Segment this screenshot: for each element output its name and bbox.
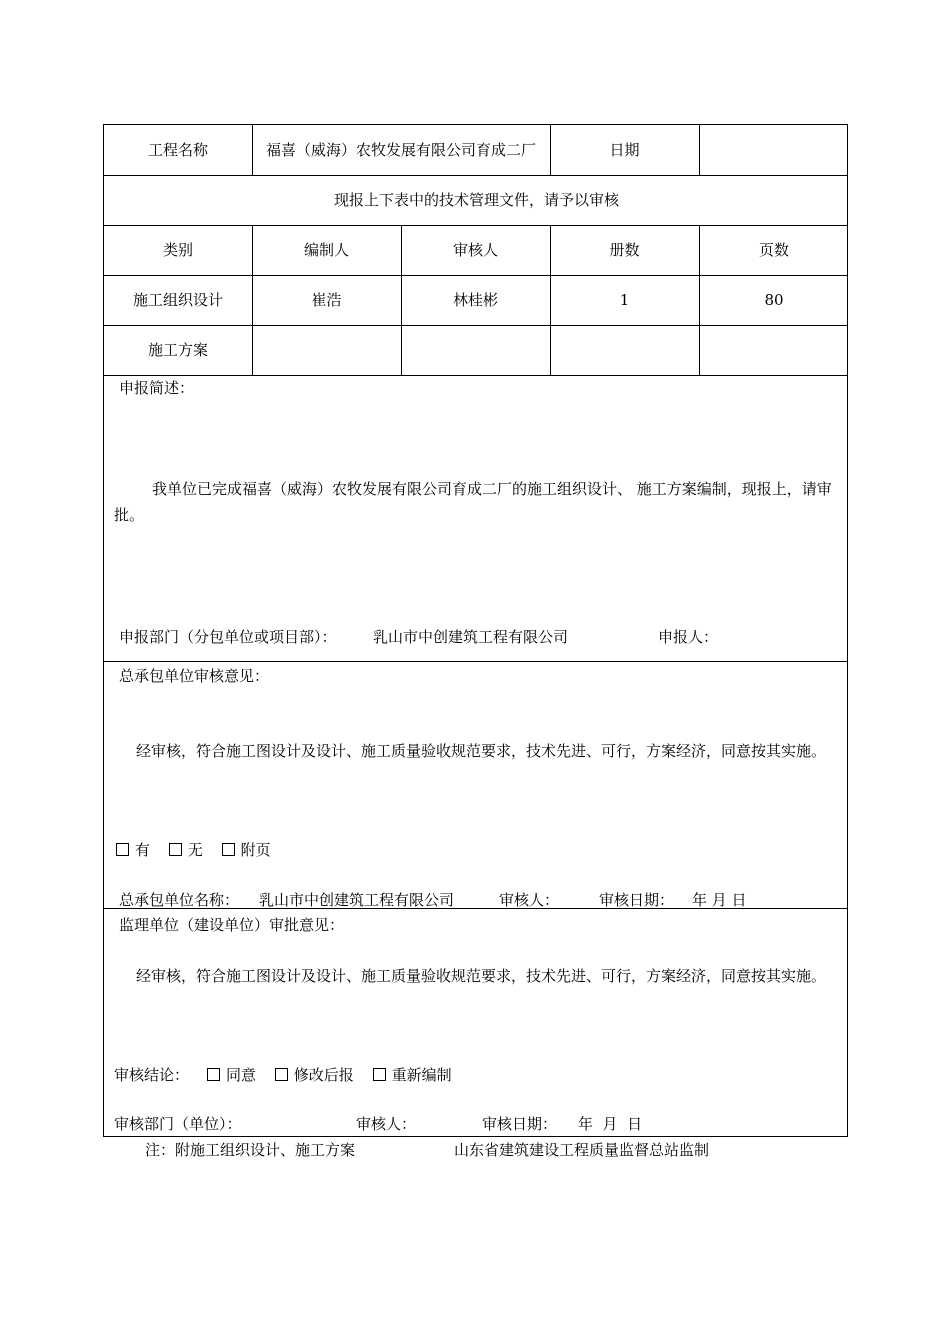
report-dept-value: 乳山市中创建筑工程有限公司 xyxy=(373,628,569,646)
report-body: 我单位已完成福喜（威海）农牧发展有限公司育成二厂的施工组织设计、 施工方案编制，现报上，请审批。 xyxy=(114,480,832,524)
report-title: 申报简述： xyxy=(119,379,195,397)
supervision-dept-label: 审核部门（单位）： xyxy=(114,1115,242,1133)
column-header: 审核人 xyxy=(452,240,498,259)
option-revise[interactable]: 修改后报 xyxy=(275,1066,354,1084)
checkbox-icon[interactable] xyxy=(169,843,182,856)
report-dept-label: 申报部门（分包单位或项目部）： xyxy=(119,628,337,646)
rule xyxy=(104,375,847,376)
date-value xyxy=(699,125,849,175)
reporter-label: 申报人： xyxy=(658,628,719,646)
contractor-name-label: 总承包单位名称： xyxy=(119,891,240,909)
contractor-title: 总承包单位审核意见： xyxy=(119,667,270,685)
footer-issuer: 山东省建筑建设工程质量监督总站监制 xyxy=(454,1141,710,1159)
checkbox-icon[interactable] xyxy=(222,843,235,856)
supervision-title: 监理单位（建设单位）审批意见： xyxy=(119,916,345,934)
checkbox-icon[interactable] xyxy=(373,1068,386,1081)
table-cell: 林桂彬 xyxy=(452,290,498,309)
table-cell xyxy=(401,325,550,375)
project-name: 福喜（威海）农牧发展有限公司育成二厂 xyxy=(265,140,536,159)
project-label: 工程名称 xyxy=(147,140,208,159)
option-yes[interactable]: 有 xyxy=(116,841,150,859)
supervision-reviewer-label: 审核人： xyxy=(356,1115,417,1133)
column-header: 类别 xyxy=(162,240,193,259)
supervision-date-label: 审核日期： xyxy=(482,1115,558,1133)
date-label: 日期 xyxy=(609,140,640,159)
column-header: 册数 xyxy=(609,240,640,259)
supervision-date-value: 年 月 日 xyxy=(578,1115,643,1133)
table-cell xyxy=(550,325,699,375)
supervision-body: 经审核，符合施工图设计及设计、施工质量验收规范要求，技术先进、可行，方案经济，同意按其实施。 xyxy=(136,967,827,985)
contractor-options xyxy=(116,840,285,860)
contractor-reviewer-label: 审核人： xyxy=(499,891,560,909)
contractor-body: 经审核，符合施工图设计及设计、施工质量验收规范要求，技术先进、可行，方案经济，同意按其实施。 xyxy=(136,742,827,760)
conclusion-options xyxy=(207,1065,466,1085)
option-no[interactable]: 无 xyxy=(169,841,203,859)
table-cell: 崔浩 xyxy=(311,290,342,309)
form-table xyxy=(103,124,848,1137)
contractor-date-label: 审核日期： xyxy=(599,891,675,909)
table-cell: 80 xyxy=(764,290,784,309)
conclusion-label: 审核结论： xyxy=(114,1066,190,1084)
checkbox-icon[interactable] xyxy=(207,1068,220,1081)
rule xyxy=(104,661,847,662)
option-recompile[interactable]: 重新编制 xyxy=(373,1066,452,1084)
table-cell: 1 xyxy=(619,290,630,309)
contractor-name-value: 乳山市中创建筑工程有限公司 xyxy=(259,891,455,909)
intro-text: 现报上下表中的技术管理文件，请予以审核 xyxy=(333,190,619,209)
checkbox-icon[interactable] xyxy=(275,1068,288,1081)
table-cell: 施工方案 xyxy=(147,340,208,359)
table-cell xyxy=(252,325,401,375)
footer-note: 注：附施工组织设计、施工方案 xyxy=(145,1141,356,1159)
table-cell xyxy=(699,325,849,375)
contractor-date-value: 年 月 日 xyxy=(692,891,747,909)
checkbox-icon[interactable] xyxy=(116,843,129,856)
column-header: 编制人 xyxy=(303,240,349,259)
column-header: 页数 xyxy=(758,240,789,259)
option-agree[interactable]: 同意 xyxy=(207,1066,256,1084)
table-cell: 施工组织设计 xyxy=(132,290,223,309)
option-attachment[interactable]: 附页 xyxy=(222,841,271,859)
